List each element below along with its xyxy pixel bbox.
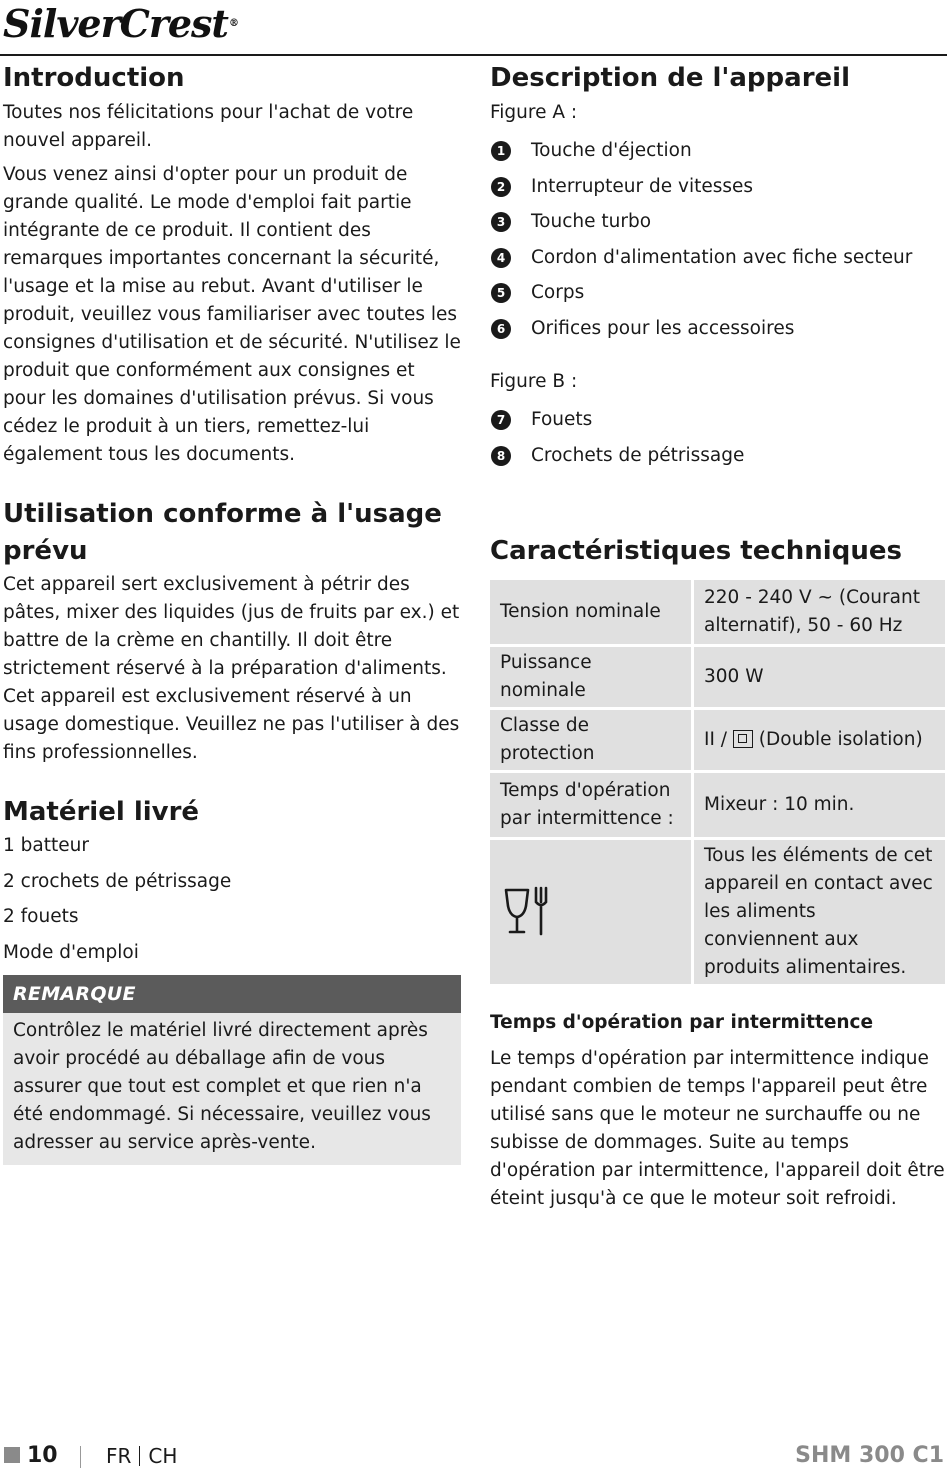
intro-paragraph-2: Vous venez ainsi d'opter pour un produit de grande qualité. Le mode d'emploi fait partie intégrante de ce produit. Il contient des remarques importantes concernant la sécurité, l'usage et la mise au rebut. Avant d'utiliser le produit, veuillez vous familiariser avec toutes les consignes d'utilisation et de sécurité. N'utilisez le produit que conformément aux consignes et pour les domaines d'utilisation prévus. Si vous cédez le produit à un tiers, remettez-lui également tous les documents. (3, 164, 461, 465)
specs-table (490, 580, 945, 987)
footer-languages: FR CH (106, 1444, 178, 1468)
list-item: 4 Cordon d'alimentation avec fiche secteur (490, 244, 945, 280)
number-badge: 7 (491, 410, 511, 430)
list-item: 8 Crochets de pétrissage (490, 442, 945, 478)
number-badge: 4 (491, 248, 511, 268)
intro-paragraph-1: Toutes nos félicitations pour l'achat de votre nouvel appareil. (3, 102, 414, 151)
description-heading: Description de l'appareil (490, 63, 850, 93)
page-header (0, 0, 950, 56)
list-item: 2 Interrupteur de vitesses (490, 173, 945, 209)
list-item: 1 Touche d'éjection (490, 137, 945, 173)
number-badge: 5 (491, 283, 511, 303)
number-badge: 1 (491, 141, 511, 161)
spec-key: Puissance nominale (490, 647, 694, 710)
class-ii-icon (733, 730, 753, 748)
figure-a-label: Figure A : (490, 102, 578, 123)
number-badge: 6 (491, 319, 511, 339)
remark-heading: REMARQUE (3, 975, 461, 1013)
footer-square-icon (4, 1447, 20, 1463)
model-number: SHM 300 C1 (795, 1443, 944, 1468)
intermittent-heading: Temps d'opération par intermittence (490, 1012, 874, 1033)
figure-a-list (490, 137, 945, 350)
table-row (490, 710, 945, 773)
page-footer (0, 1440, 950, 1472)
intro-heading: Introduction (3, 63, 185, 93)
list-item: 2 fouets (3, 906, 79, 927)
spec-value: 300 W (694, 647, 945, 710)
table-row (490, 773, 945, 840)
header-divider (0, 54, 947, 56)
list-item: 2 crochets de pétrissage (3, 870, 232, 892)
delivery-list (3, 832, 461, 967)
footer-divider (80, 1446, 81, 1468)
food-safe-icon (502, 884, 554, 940)
number-badge: 2 (491, 177, 511, 197)
figure-b-label: Figure B : (490, 371, 578, 392)
number-badge: 3 (491, 212, 511, 232)
figure-b-list (490, 406, 945, 477)
food-safe-icon-cell (490, 840, 694, 987)
page-number: 10 (27, 1443, 58, 1468)
list-item: 6 Orifices pour les accessoires (490, 315, 945, 351)
right-column (490, 60, 945, 1213)
remark-box (3, 975, 461, 1165)
table-row (490, 580, 945, 647)
left-column (3, 60, 461, 1165)
usage-heading: Utilisation conforme à l'usage prévu (3, 499, 442, 566)
spec-value: Tous les éléments de cet appareil en contact avec les aliments conviennent aux produits alimentaires. (694, 840, 945, 987)
number-badge: 8 (491, 446, 511, 466)
delivery-heading: Matériel livré (3, 797, 200, 827)
spec-value: 220 - 240 V ~ (Courant alternatif), 50 - 60 Hz (694, 580, 945, 647)
spec-value: Mixeur : 10 min. (694, 773, 945, 840)
intermittent-paragraph: Le temps d'opération par intermittence indique pendant combien de temps l'appareil peut être utilisé sans que le moteur ne surchauffe ou ne subisse de dommages. Suite au temps d'opération par intermittence, l'appareil doit être éteint jusqu'à ce que le moteur soit refroidi. (490, 1048, 945, 1209)
list-item: 1 batteur (3, 835, 89, 856)
spec-key: Temps d'opération par intermittence : (490, 773, 694, 840)
table-row (490, 840, 945, 987)
specs-heading: Caractéristiques techniques (490, 536, 902, 566)
brand-logo: SilverCrest® (3, 1, 238, 46)
table-row (490, 647, 945, 710)
spec-key: Classe de protection (490, 710, 694, 773)
spec-key: Tension nominale (490, 580, 694, 647)
list-item: 7 Fouets (490, 406, 945, 442)
list-item: 5 Corps (490, 279, 945, 315)
list-item: 3 Touche turbo (490, 208, 945, 244)
remark-text: Contrôlez le matériel livré directement après avoir procédé au déballage afin de vous assurer que tout est complet et que rien n'a été endommagé. Si nécessaire, veuillez vous adresser au service après-vente. (13, 1019, 431, 1153)
spec-value: II / (Double isolation) (694, 710, 945, 773)
list-item: Mode d'emploi (3, 941, 139, 963)
usage-paragraph: Cet appareil sert exclusivement à pétrir des pâtes, mixer des liquides (jus de fruits par ex.) et battre de la crème en chantilly. Il doit être strictement réservé à la préparation d'aliments. Cet appareil est exclusivement réservé à un usage domestique. Veuillez ne pas l'utiliser à des fins professionnelles. (3, 574, 460, 763)
